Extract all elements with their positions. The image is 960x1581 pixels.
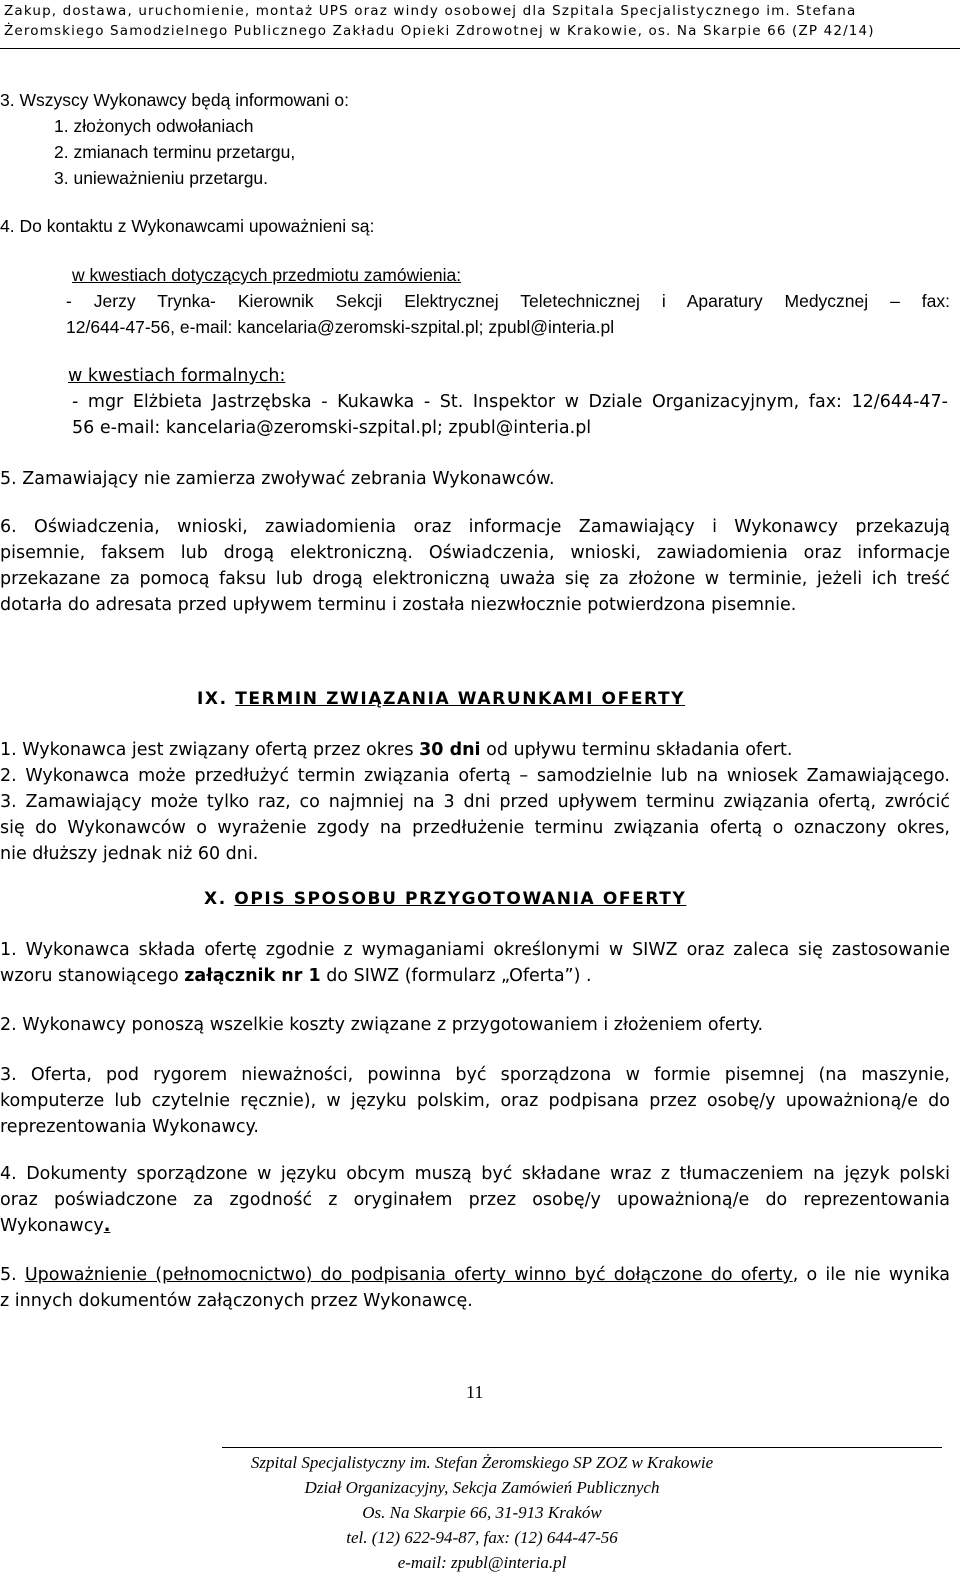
header-line-2: Żeromskiego Samodzielnego Publicznego Zakładu Opieki Zdrowotnej w Krakowie, os. Na Skarpie 66 (ZP 42/14) [4, 23, 875, 39]
s4-formal-line-1: - mgr Elżbieta Jastrzębska - Kukawka - St. Inspektor w Dziale Organizacyjnym, fax: 12/644-47- [72, 392, 948, 412]
s6-line-1: 6. Oświadczenia, wnioski, zawiadomienia oraz informacje Zamawiający i Wykonawcy przekazują [0, 517, 950, 537]
s10-p4-line-1: 4. Dokumenty sporządzone w języku obcym muszą być składane wraz z tłumaczeniem na język polski [0, 1164, 950, 1184]
s10-p5-rest: , o ile nie wynika [792, 1265, 951, 1285]
s10-p1-bold: załącznik nr 1 [184, 966, 321, 986]
s9-p1 [0, 739, 792, 761]
s4-formal-line-2: 56 e-mail: kancelaria@zeromski-szpital.pl; zpubl@interia.pl [72, 418, 592, 438]
s9-p3-line-1: 3. Zamawiający może tylko raz, co najmniej na 3 dni przed upływem terminu związania ofertą, zwrócić [0, 792, 950, 812]
footer-line-2: Dział Organizacyjny, Sekcja Zamówień Publicznych [304, 1478, 660, 1497]
section-9-title: TERMIN ZWIĄZANIA WARUNKAMI OFERTY [235, 689, 686, 709]
s10-p4-dot: . [103, 1216, 111, 1236]
s10-p3-line-2: komputerze lub czytelnie ręcznie), w języku polskim, oraz podpisana przez osobę/y upoważnioną/e do [0, 1091, 950, 1111]
s6-line-3: przekazane za pomocą faksu lub drogą elektroniczną uważa się za złożone w terminie, jeżeli ich treść [0, 569, 950, 589]
s10-p1-b: do SIWZ (formularz „Oferta”) . [320, 966, 592, 986]
s9-p1-bold: 30 dni [419, 740, 481, 760]
footer-line-3: Os. Na Skarpie 66, 31-913 Kraków [362, 1503, 602, 1522]
s10-p5-line-2: z innych dokumentów załączonych przez Wykonawcę. [0, 1291, 473, 1311]
s4-formal-title: w kwestiach formalnych: [68, 366, 286, 386]
s9-p1-b: od upływu terminu składania ofert. [480, 740, 793, 760]
s9-p3-line-3: nie dłuższy jednak niż 60 dni. [0, 844, 259, 864]
footer-divider [222, 1447, 942, 1448]
s3-item-2: 2. zmianach terminu przetargu, [54, 142, 296, 162]
section-9-heading [197, 689, 685, 709]
section-10-heading [204, 889, 686, 909]
s4-subject-title: w kwestiach dotyczących przedmiotu zamówienia: [72, 265, 462, 285]
section-9-number: IX. [197, 689, 228, 709]
footer-line-4: tel. (12) 622-94-87, fax: (12) 644-47-56 [346, 1528, 618, 1547]
s5-text: 5. Zamawiający nie zamierza zwoływać zebrania Wykonawców. [0, 469, 555, 489]
s10-p5-line-1 [0, 1264, 950, 1286]
section-10-title: OPIS SPOSOBU PRZYGOTOWANIA OFERTY [234, 889, 687, 909]
s10-p4-line-3 [0, 1215, 110, 1237]
s4-subject-line-1: - Jerzy Trynka- Kierownik Sekcji Elektrycznej Teletechnicznej i Aparatury Medycznej – fax: [66, 291, 950, 311]
s4-intro: 4. Do kontaktu z Wykonawcami upoważnieni są: [0, 216, 375, 236]
section-10-number: X. [204, 889, 227, 909]
s10-p2: 2. Wykonawcy ponoszą wszelkie koszty związane z przygotowaniem i złożeniem oferty. [0, 1015, 764, 1035]
s6-line-4: dotarła do adresata przed upływem terminu i została niezwłocznie potwierdzona pisemnie. [0, 595, 797, 615]
page-number: 11 [466, 1382, 484, 1402]
s3-intro: 3. Wszyscy Wykonawcy będą informowani o: [0, 90, 349, 110]
s10-p4-line-2: oraz poświadczone za zgodność z oryginałem przez osobę/y upoważnioną/e do reprezentowania [0, 1190, 950, 1210]
header-line-1: Zakup, dostawa, uruchomienie, montaż UPS oraz windy osobowej dla Szpitala Specjalistycznego im. Stefana [4, 3, 857, 19]
footer-line-1: Szpital Specjalistyczny im. Stefan Żeromskiego SP ZOZ w Krakowie [250, 1453, 714, 1472]
s10-p3-line-3: reprezentowania Wykonawcy. [0, 1117, 259, 1137]
s10-p1-line-1: 1. Wykonawca składa ofertę zgodnie z wymaganiami określonymi w SIWZ oraz zaleca się zastosowanie [0, 940, 950, 960]
s10-p4-last: Wykonawcy [0, 1216, 104, 1236]
s10-p5-underlined: Upoważnienie (pełnomocnictwo) do podpisania oferty winno być dołączone do oferty [24, 1265, 793, 1285]
s10-p5-num: 5. [0, 1265, 25, 1285]
s9-p1-a: 1. Wykonawca jest związany ofertą przez okres [0, 740, 420, 760]
footer-line-5: e-mail: zpubl@interia.pl [397, 1553, 567, 1572]
header-divider [0, 48, 960, 49]
s4-subject-line-2: 12/644-47-56, e-mail: kancelaria@zeromski-szpital.pl; zpubl@interia.pl [66, 317, 615, 337]
s9-p2: 2. Wykonawca może przedłużyć termin związania ofertą – samodzielnie lub na wniosek Zamawiającego. [0, 766, 950, 786]
s6-line-2: pisemnie, faksem lub drogą elektroniczną. Oświadczenia, wnioski, zawiadomienia oraz informacje [0, 543, 950, 563]
s10-p1-a: wzoru stanowiącego [0, 966, 185, 986]
s10-p3-line-1: 3. Oferta, pod rygorem nieważności, powinna być sporządzona w formie pisemnej (na maszynie, [0, 1065, 950, 1085]
s3-item-3: 3. unieważnieniu przetargu. [54, 168, 269, 188]
s10-p1-line-2 [0, 965, 592, 987]
s9-p3-line-2: się do Wykonawców o wyrażenie zgody na przedłużenie terminu związania ofertą o oznaczony okres, [0, 818, 950, 838]
s3-item-1: 1. złożonych odwołaniach [54, 116, 254, 136]
